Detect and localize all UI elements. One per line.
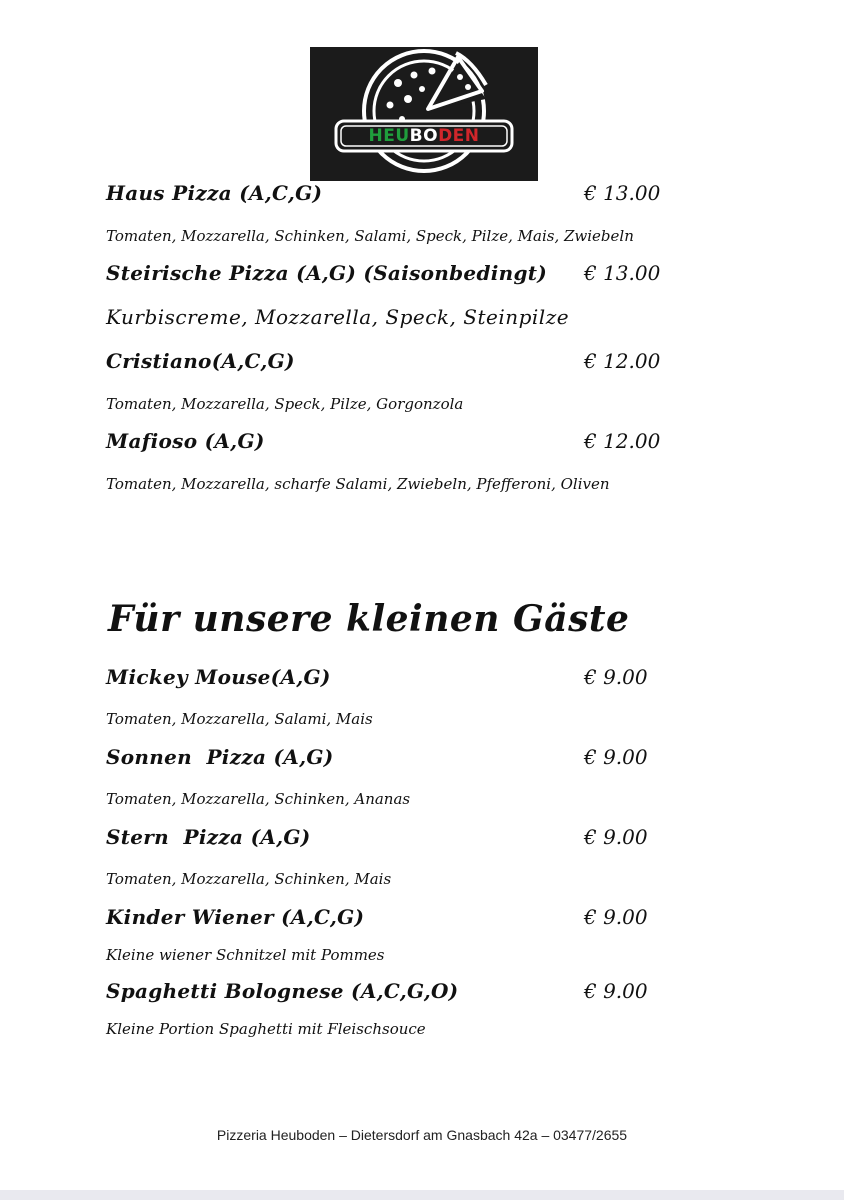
menu-item-price: € 13.00 (584, 261, 661, 285)
menu-item-price: € 12.00 (584, 349, 661, 373)
menu-item-price: € 12.00 (584, 429, 661, 453)
menu-item-price: € 9.00 (584, 665, 648, 689)
menu-item-price: € 9.00 (584, 825, 648, 849)
menu-item-name: Mickey Mouse(A,G) (106, 665, 331, 689)
menu-item-name: Cristiano(A,C,G) (106, 349, 295, 373)
menu-item-description: Tomaten, Mozzarella, Schinken, Ananas (106, 790, 411, 808)
menu-item-price: € 9.00 (584, 979, 648, 1003)
logo-text-red: DEN (438, 126, 480, 146)
menu-item-description: Tomaten, Mozzarella, scharfe Salami, Zwiebeln, Pfefferoni, Oliven (106, 475, 610, 493)
pizza-logo-icon (310, 47, 538, 181)
menu-item-price: € 9.00 (584, 745, 648, 769)
menu-item-description: Tomaten, Mozzarella, Schinken, Mais (106, 870, 392, 888)
menu-item-name: Sonnen Pizza (A,G) (106, 745, 334, 769)
menu-item-price: € 9.00 (584, 905, 648, 929)
logo-text-white: BO (409, 126, 439, 146)
page-bottom-edge (0, 1190, 844, 1200)
menu-item-name: Mafioso (A,G) (106, 429, 265, 453)
menu-item-description: Kurbiscreme, Mozzarella, Speck, Steinpilze (106, 305, 570, 329)
menu-item-name: Steirische Pizza (A,G) (Saisonbedingt) (106, 261, 548, 285)
menu-item-price: € 13.00 (584, 181, 661, 205)
menu-item-description: Kleine Portion Spaghetti mit Fleischsouce (106, 1020, 426, 1038)
footer-address: Pizzeria Heuboden – Dietersdorf am Gnasbach 42a – 03477/2655 (216, 1127, 628, 1143)
pizzeria-logo (310, 47, 538, 181)
menu-item-description: Tomaten, Mozzarella, Salami, Mais (106, 710, 373, 728)
menu-item-description: Kleine wiener Schnitzel mit Pommes (106, 946, 385, 964)
menu-item-description: Tomaten, Mozzarella, Schinken, Salami, Speck, Pilze, Mais, Zwiebeln (106, 227, 634, 245)
logo-text-green: HEU (368, 126, 410, 146)
menu-item-name: Kinder Wiener (A,C,G) (106, 905, 365, 929)
menu-item-description: Tomaten, Mozzarella, Speck, Pilze, Gorgonzola (106, 395, 464, 413)
kids-section-title: Für unsere kleinen Gäste (108, 598, 630, 640)
menu-item-name: Stern Pizza (A,G) (106, 825, 311, 849)
menu-item-name: Spaghetti Bolognese (A,C,G,O) (106, 979, 459, 1003)
menu-item-name: Haus Pizza (A,C,G) (106, 181, 323, 205)
